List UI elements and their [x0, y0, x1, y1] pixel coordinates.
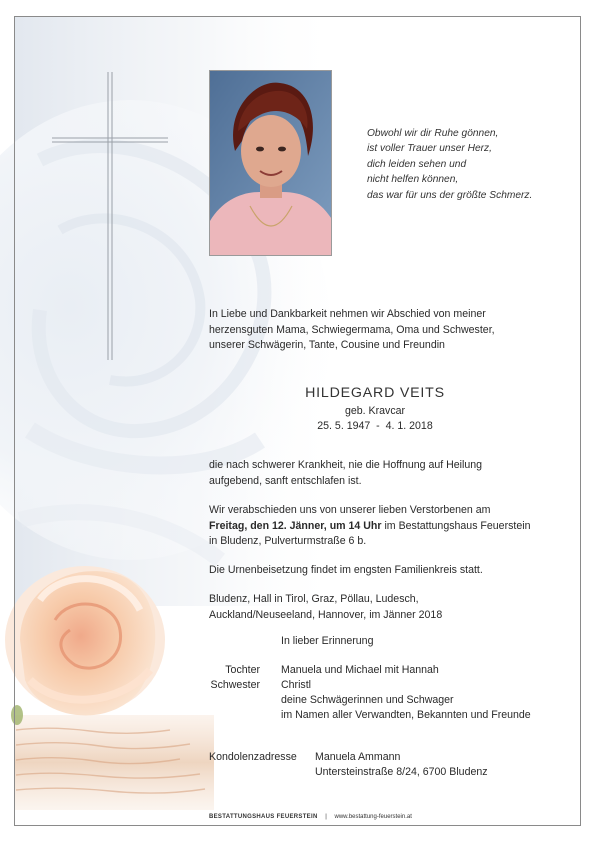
mourner-names: im Namen aller Verwandten, Bekannten und Freunde: [281, 709, 531, 721]
mourner-names: deine Schwägerinnen und Schwager: [281, 694, 454, 706]
service-date: Freitag, den 12. Jänner, um 14 Uhr: [209, 519, 382, 532]
funeral-home-website[interactable]: www.bestattung-feuerstein.at: [334, 814, 412, 820]
mourner-names: Christl: [281, 679, 312, 691]
intro-line: unserer Schwägerin, Tante, Cousine und Freundin: [209, 339, 445, 351]
intro-line: herzensguten Mama, Schwiegermama, Oma und Schwester,: [209, 323, 495, 336]
service-place: im Bestattungshaus Feuerstein: [381, 519, 531, 532]
footer-separator: |: [325, 814, 327, 820]
places-line: Bludenz, Hall in Tirol, Graz, Pöllau, Ludesch,: [209, 593, 419, 605]
condolence-name: Manuela Ammann: [315, 751, 401, 763]
condolence-address: Untersteinstraße 8/24, 6700 Bludenz: [315, 766, 488, 778]
deceased-name: HILDEGARD VEITS: [305, 385, 445, 401]
quote-line: Obwohl wir dir Ruhe gönnen,: [367, 128, 499, 139]
quote-line: nicht helfen können,: [367, 174, 459, 186]
farewell-line: [209, 519, 530, 535]
intro-line: In Liebe und Dankbarkeit nehmen wir Abschied von meiner: [209, 308, 486, 320]
quote-line: dich leiden sehen und: [367, 158, 467, 170]
condolence-label: Kondolenzadresse: [209, 751, 297, 763]
illness-text: [209, 458, 482, 489]
farewell-line: in Bludenz, Pulverturmstraße 6 b.: [209, 535, 367, 547]
footer: [209, 814, 412, 820]
urn-burial-text: Die Urnenbeisetzung findet im engsten Familienkreis statt.: [209, 564, 483, 576]
memorial-quote: [367, 126, 532, 203]
farewell-text: [209, 503, 530, 550]
intro-text: [209, 307, 495, 354]
places-text: [209, 592, 442, 623]
funeral-home-name: BESTATTUNGSHAUS FEUERSTEIN: [209, 814, 318, 820]
quote-line: das war für uns der größte Schmerz.: [367, 189, 533, 201]
life-dates: 25. 5. 1947 - 4. 1. 2018: [317, 420, 433, 432]
mourner-names: Manuela und Michael mit Hannah: [281, 664, 439, 676]
mourner-role: Schwester: [210, 679, 260, 691]
places-line: Auckland/Neuseeland, Hannover, im Jänner 2018: [209, 608, 443, 621]
quote-line: ist voller Trauer unser Herz,: [367, 143, 492, 155]
illness-line: die nach schwerer Krankheit, nie die Hoffnung auf Heilung: [209, 459, 483, 471]
mourner-role: Tochter: [225, 664, 260, 676]
portrait-photo: [209, 70, 332, 256]
cross-icon: [50, 70, 170, 365]
illness-line: aufgebend, sanft entschlafen ist.: [209, 474, 362, 487]
birth-name: geb. Kravcar: [344, 405, 406, 417]
remembrance-heading: In lieber Erinnerung: [281, 635, 374, 647]
farewell-line: Wir verabschieden uns von unserer lieben Verstorbenen am: [209, 504, 491, 516]
